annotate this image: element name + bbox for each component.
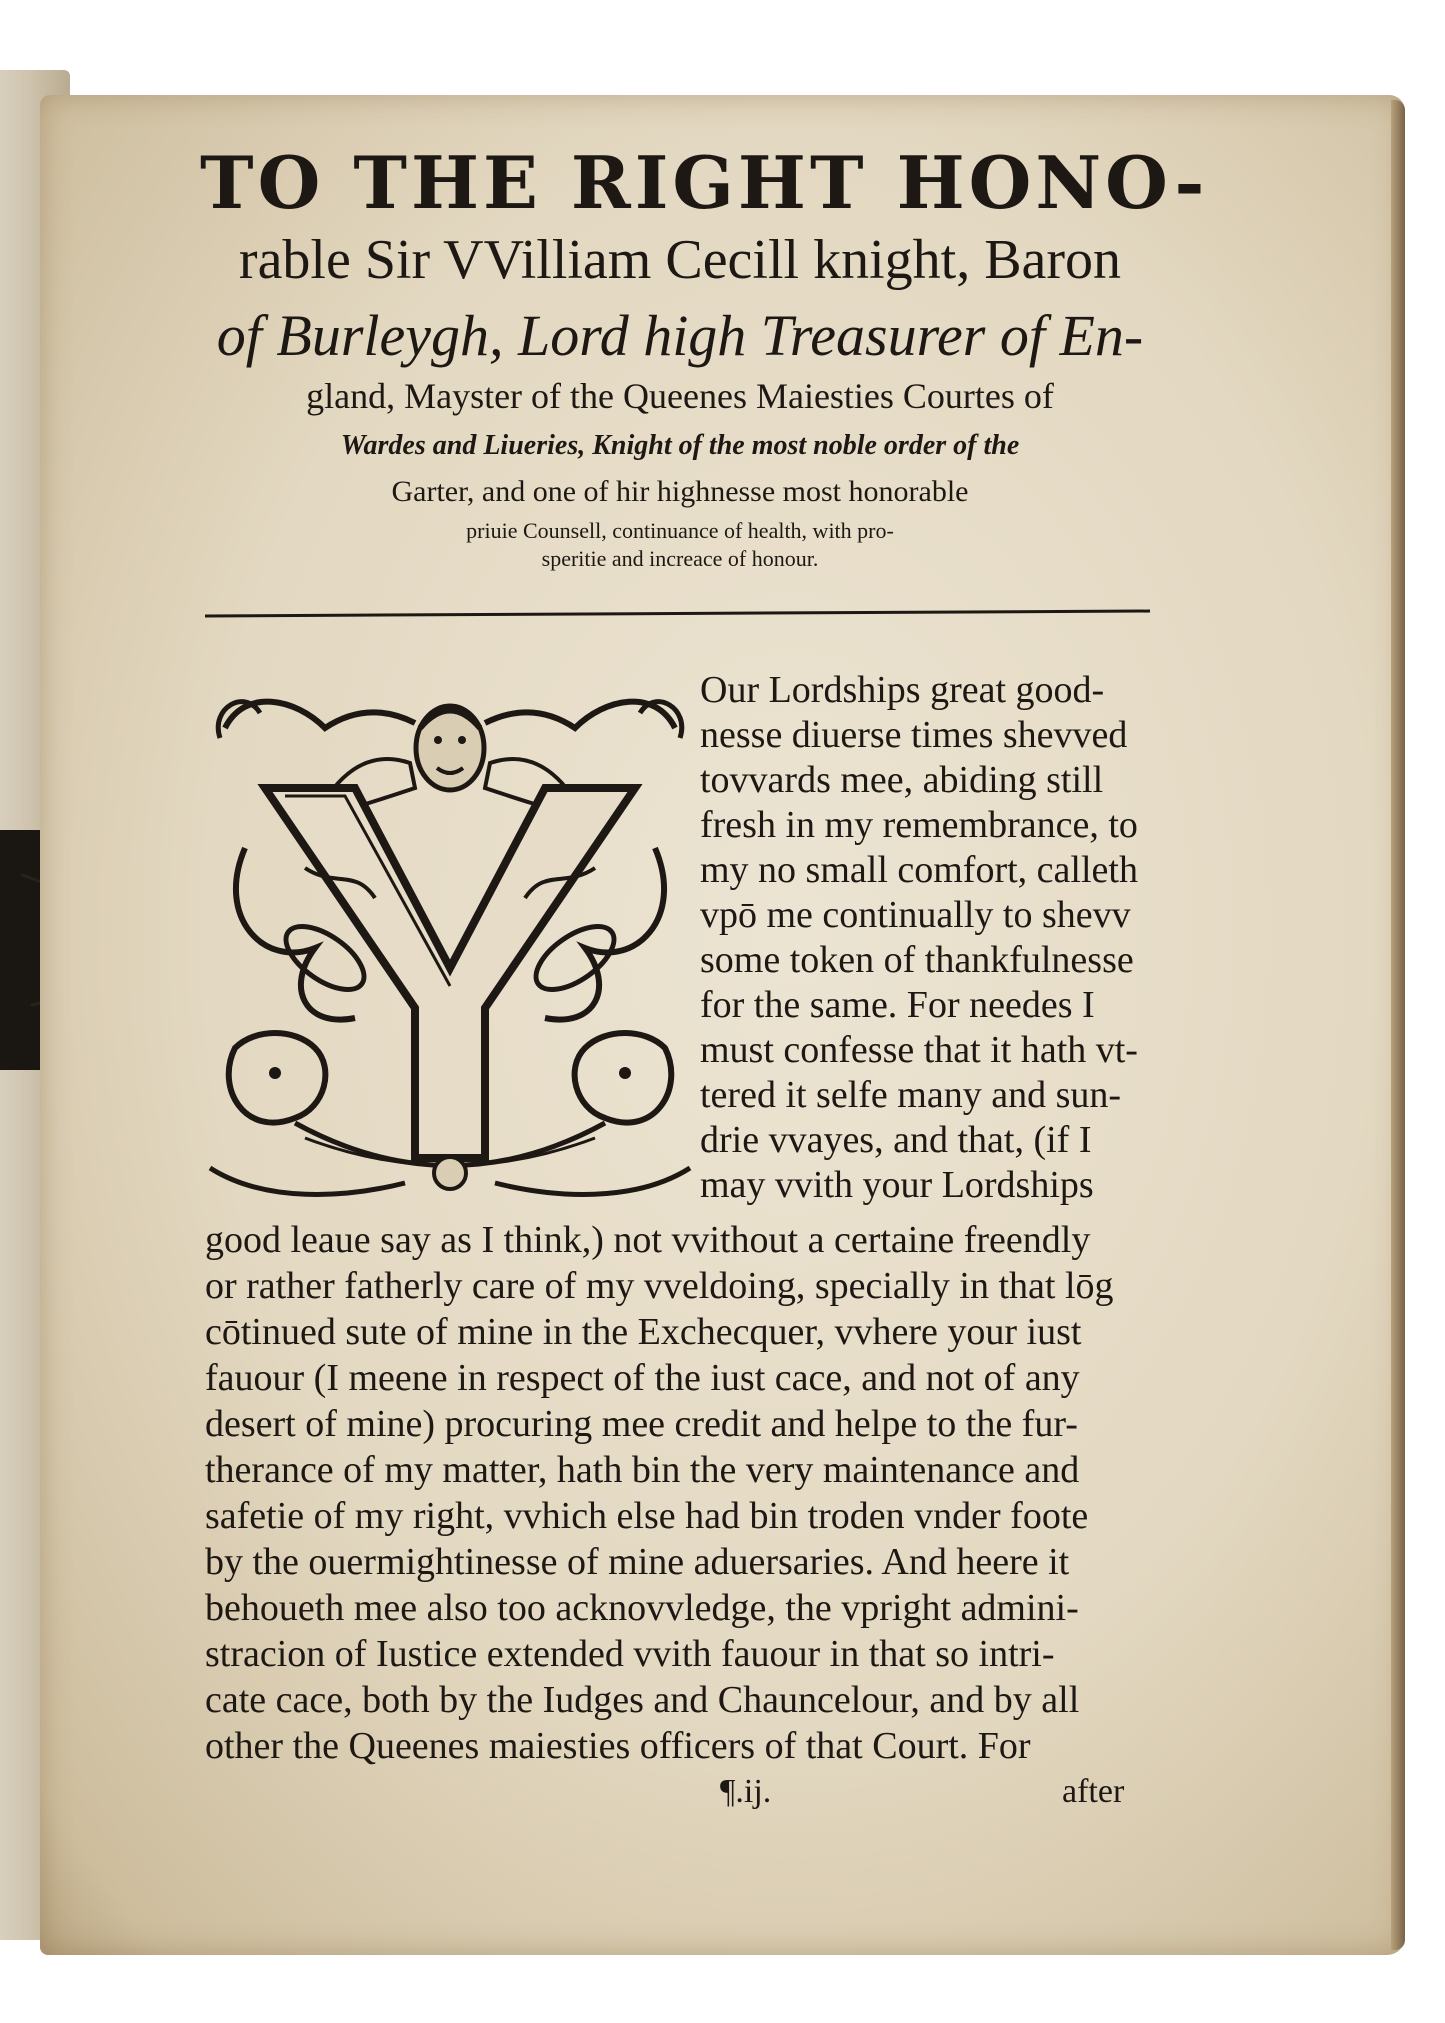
catchword: after: [1062, 1773, 1125, 1810]
page-fore-edge: [1391, 100, 1405, 1950]
text-line: for the same. For needes I: [700, 984, 1095, 1026]
text-line: drie vvayes, and that, (if I: [700, 1119, 1092, 1161]
text-line: or rather fatherly care of my vveldoing, specially in that lōg: [205, 1265, 1114, 1307]
heading-line-3: of Burleygh, Lord high Treasurer of En-: [216, 303, 1144, 368]
text-line: therance of my matter, hath bin the very maintenance and: [205, 1449, 1080, 1491]
heading-line-6: Garter, and one of hir highnesse most honorable: [391, 475, 969, 508]
text-line: good leaue say as I think,) not vvithout a certaine freendly: [205, 1219, 1091, 1261]
text-line: some token of thankfulnesse: [700, 939, 1134, 981]
binding-gutter: [0, 830, 40, 1070]
text-line: tovvards mee, abiding still: [700, 759, 1104, 801]
decorated-initial: [205, 668, 695, 1208]
text-line: stracion of Iustice extended vvith fauour in that so intri-: [205, 1633, 1055, 1675]
text-line: nesse diuerse times shevved: [700, 714, 1128, 756]
signature-mark: ¶.ij.: [720, 1773, 772, 1810]
text-line: must confesse that it hath vt-: [700, 1029, 1138, 1071]
heading-line-1: TO THE RIGHT HONO-: [200, 140, 1209, 225]
heading-line-8: speritie and increace of honour.: [541, 546, 819, 571]
woodcut-ornament-icon: [205, 668, 695, 1208]
heading-line-4: gland, Mayster of the Queenes Maiesties Courtes of: [306, 376, 1054, 416]
text-line: my no small comfort, calleth: [700, 849, 1138, 891]
text-line: fresh in my remembrance, to: [700, 804, 1138, 846]
text-line: tered it selfe many and sun-: [700, 1074, 1122, 1116]
heading-line-2: rable Sir VVilliam Cecill knight, Baron: [238, 229, 1122, 291]
text-line: fauour (I meene in respect of the iust cace, and not of any: [205, 1357, 1080, 1399]
heading-line-7: priuie Counsell, continuance of health, with pro-: [466, 518, 894, 543]
text-line: Our Lordships great good-: [700, 669, 1105, 711]
text-line: other the Queenes maiesties officers of that Court. For: [205, 1725, 1031, 1767]
text-line: vpō me continually to shevv: [700, 894, 1131, 936]
text-line: desert of mine) procuring mee credit and helpe to the fur-: [205, 1403, 1078, 1445]
text-line: behoueth mee also too acknovvledge, the vpright admini-: [205, 1587, 1079, 1629]
text-line: cōtinued sute of mine in the Exchecquer, vvhere your iust: [205, 1311, 1082, 1353]
heading-line-5: Wardes and Liueries, Knight of the most noble order of the: [340, 430, 1020, 461]
text-line: by the ouermightinesse of mine aduersaries. And heere it: [205, 1541, 1070, 1583]
text-line: may vvith your Lordships: [700, 1164, 1094, 1206]
text-line: cate cace, both by the Iudges and Chauncelour, and by all: [205, 1679, 1080, 1721]
text-line: safetie of my right, vvhich else had bin troden vnder foote: [205, 1495, 1089, 1537]
